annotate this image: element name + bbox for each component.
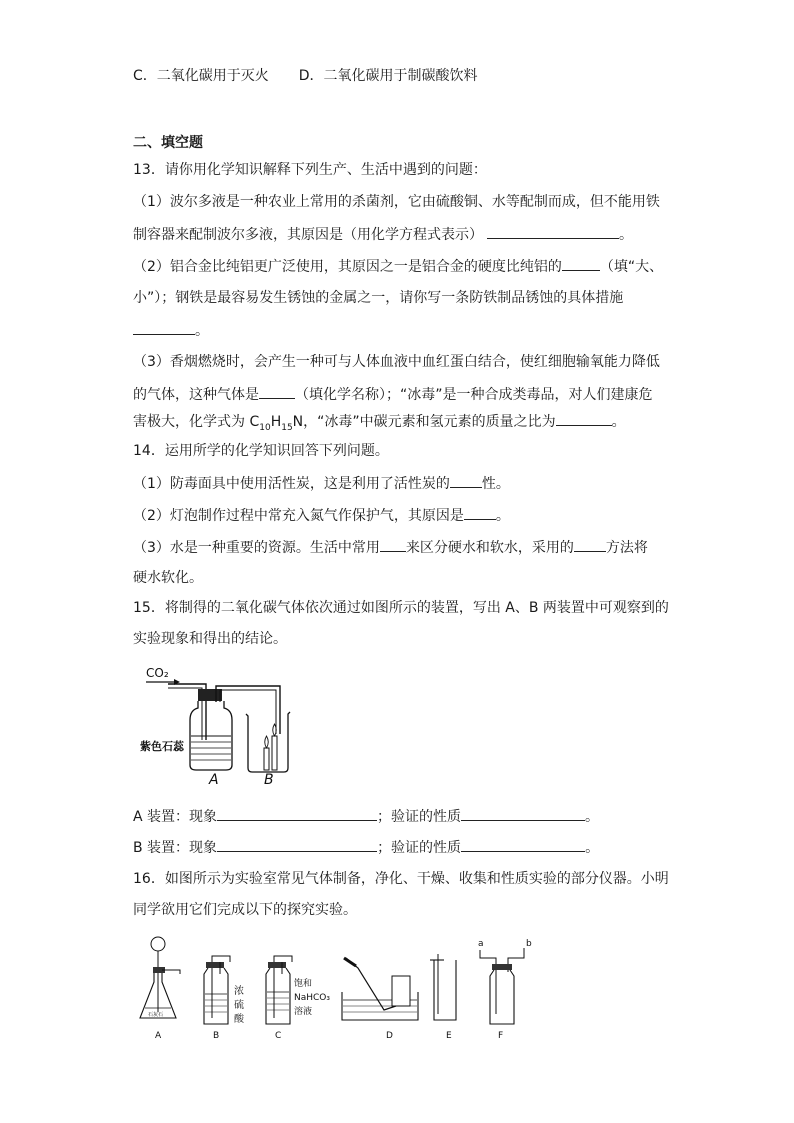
b-label-line3: 酸 (234, 1014, 244, 1025)
period: 。 (585, 840, 600, 856)
gas-jar-e (434, 960, 456, 1020)
flame (265, 736, 269, 748)
b-property-label: ；验证的性质 (377, 840, 462, 856)
q13-p2-hint: （填“大、 (599, 259, 664, 275)
period: 。 (611, 414, 626, 430)
formula-part: 害极大，化学式为 C (133, 414, 260, 430)
b-label-line1: 浓 (234, 986, 244, 997)
lab-apparatus-figure (134, 934, 534, 1044)
q13-p2-line-a (133, 256, 663, 277)
answer-blank[interactable] (461, 806, 585, 821)
answer-blank[interactable] (450, 473, 482, 488)
co2-label: CO₂ (146, 666, 169, 680)
c-label-line2: NaHCO₃ (294, 993, 330, 1003)
label-a: A (155, 1031, 162, 1041)
label-d: D (386, 1031, 393, 1041)
option-c: C．二氧化碳用于灭火 (133, 68, 269, 84)
bottle-c (266, 968, 290, 1024)
label-c: C (275, 1031, 282, 1041)
label-b: B (264, 772, 274, 786)
bottle-b (204, 968, 228, 1024)
co2-apparatus-figure (140, 662, 310, 786)
q15-stem-a: 15．将制得的二氧化碳气体依次通过如图所示的装置，写出 A、B 两装置中可观察到的 (133, 600, 669, 616)
q13-p1-text: 制容器来配制波尔多液，其原因是（用化学方程式表示） (133, 227, 483, 243)
q14-p1-text: （1）防毒面具中使用活性炭，这是利用了活性炭的 (133, 476, 450, 492)
answer-blank[interactable] (380, 537, 406, 552)
litmus-label: 紫色石蕊 (140, 740, 184, 753)
c-label-line1: 饱和 (294, 979, 313, 989)
q16-stem-b: 同学欲用它们完成以下的探究实验。 (133, 902, 357, 918)
bottle-c-stopper (268, 962, 286, 968)
bottle-c-tube (274, 956, 292, 962)
q14-p1 (133, 473, 510, 494)
q13-p3-line-b (133, 384, 653, 405)
answer-blank[interactable] (562, 256, 600, 271)
label-b: B (213, 1031, 220, 1041)
f-tube-a (480, 950, 496, 1014)
a-phenomenon-label: A 装置：现象 (133, 809, 218, 825)
q15-a-line (133, 806, 599, 827)
q13-stem: 13．请你用化学知识解释下列生产、生活中遇到的问题： (133, 162, 487, 178)
f-stopper (492, 964, 512, 970)
q14-stem: 14．运用所学的化学知识回答下列问题。 (133, 443, 389, 459)
q13-p3-text: 的气体，这种气体是 (133, 387, 259, 403)
q14-p3-text-2: 来区分硬水和软水，采用的 (405, 540, 574, 556)
formula-subscript: 15 (281, 422, 293, 433)
funnel-bulb (151, 937, 165, 951)
period: 。 (195, 323, 209, 339)
q13-p1-line-b (133, 224, 633, 245)
flask-a-content: 石灰石 (148, 1012, 164, 1018)
q13-p2-line-c (133, 320, 209, 341)
q13-p3-text-3: N，“冰毒”中碳元素和氢元素的质量之比为 (292, 414, 556, 430)
answer-blank[interactable] (556, 411, 612, 426)
q13-p2-text: （2）铝合金比纯铝更广泛使用，其原因之一是铝合金的硬度比纯铝的 (133, 259, 562, 275)
b-label-line2: 硫 (234, 1000, 244, 1011)
section-title: 二、填空题 (133, 135, 203, 151)
formula-subscript: 10 (259, 422, 271, 433)
q14-p3-text: （3）水是一种重要的资源。生活中常用 (133, 540, 380, 556)
a-property-label: ；验证的性质 (377, 809, 462, 825)
period: 。 (585, 809, 600, 825)
answer-blank[interactable] (259, 384, 295, 399)
answer-blank[interactable] (464, 505, 496, 520)
q14-p3-text-3: 方法将 (605, 540, 648, 556)
inlet-tube-inner (168, 688, 202, 740)
answer-blank[interactable] (461, 837, 585, 852)
q12-options (133, 66, 478, 86)
q13-p2-line-b: 小”）；钢铁是最容易发生锈蚀的金属之一，请你写一条防铁制品锈蚀的具体措施 (133, 290, 624, 306)
q13-p3-text-2: （填化学名称）；“冰毒”是一种合成类毒品，对人们建康危 (295, 387, 653, 403)
q14-p3-cont: 硬水软化。 (133, 570, 203, 586)
q15-b-line (133, 837, 599, 858)
rubber-tube (344, 958, 356, 966)
q13-p3-line-a: （3）香烟燃烧时，会产生一种可与人体血液中血红蛋白结合，使红细胞输氧能力降低 (133, 354, 660, 370)
formula-part: H (270, 414, 282, 430)
q15-stem-b: 实验现象和得出的结论。 (133, 631, 287, 647)
q14-p2 (133, 505, 510, 526)
q14-p2-text: （2）灯泡制作过程中常充入氮气作保护气，其原因是 (133, 508, 464, 524)
q13-p1-line-a: （1）波尔多液是一种农业上常用的杀菌剂，它由硫酸铜、水等配制而成，但不能用铁 (133, 194, 660, 210)
label-a: A (209, 772, 219, 786)
collecting-bottle (392, 976, 410, 1006)
answer-blank[interactable] (133, 320, 195, 335)
option-d: D．二氧化碳用于制碳酸饮料 (298, 68, 478, 84)
bottle-b-stopper (206, 962, 224, 968)
stopper (198, 689, 222, 701)
answer-blank[interactable] (217, 806, 377, 821)
c-label-line3: 溶液 (294, 1007, 313, 1017)
q16-stem-a: 16．如图所示为实验室常见气体制备，净化、干燥、收集和性质实验的部分仪器。小明 (133, 871, 669, 887)
answer-blank[interactable] (217, 837, 377, 852)
candle (272, 736, 277, 770)
q14-p3 (133, 537, 648, 558)
bottle-b-tube (212, 956, 230, 962)
label-e: E (446, 1031, 452, 1041)
q13-p3-line-c (133, 411, 626, 438)
q14-p1-text-2: 性。 (481, 476, 510, 492)
answer-blank[interactable] (487, 224, 619, 239)
period: 。 (495, 508, 510, 524)
label-f: F (498, 1031, 504, 1041)
period: 。 (619, 227, 633, 243)
b-phenomenon-label: B 装置：现象 (133, 840, 218, 856)
f-label-a: a (478, 939, 484, 949)
f-label-b: b (526, 939, 532, 949)
bottle-f (490, 970, 514, 1024)
answer-blank[interactable] (574, 537, 606, 552)
candle (264, 748, 269, 770)
